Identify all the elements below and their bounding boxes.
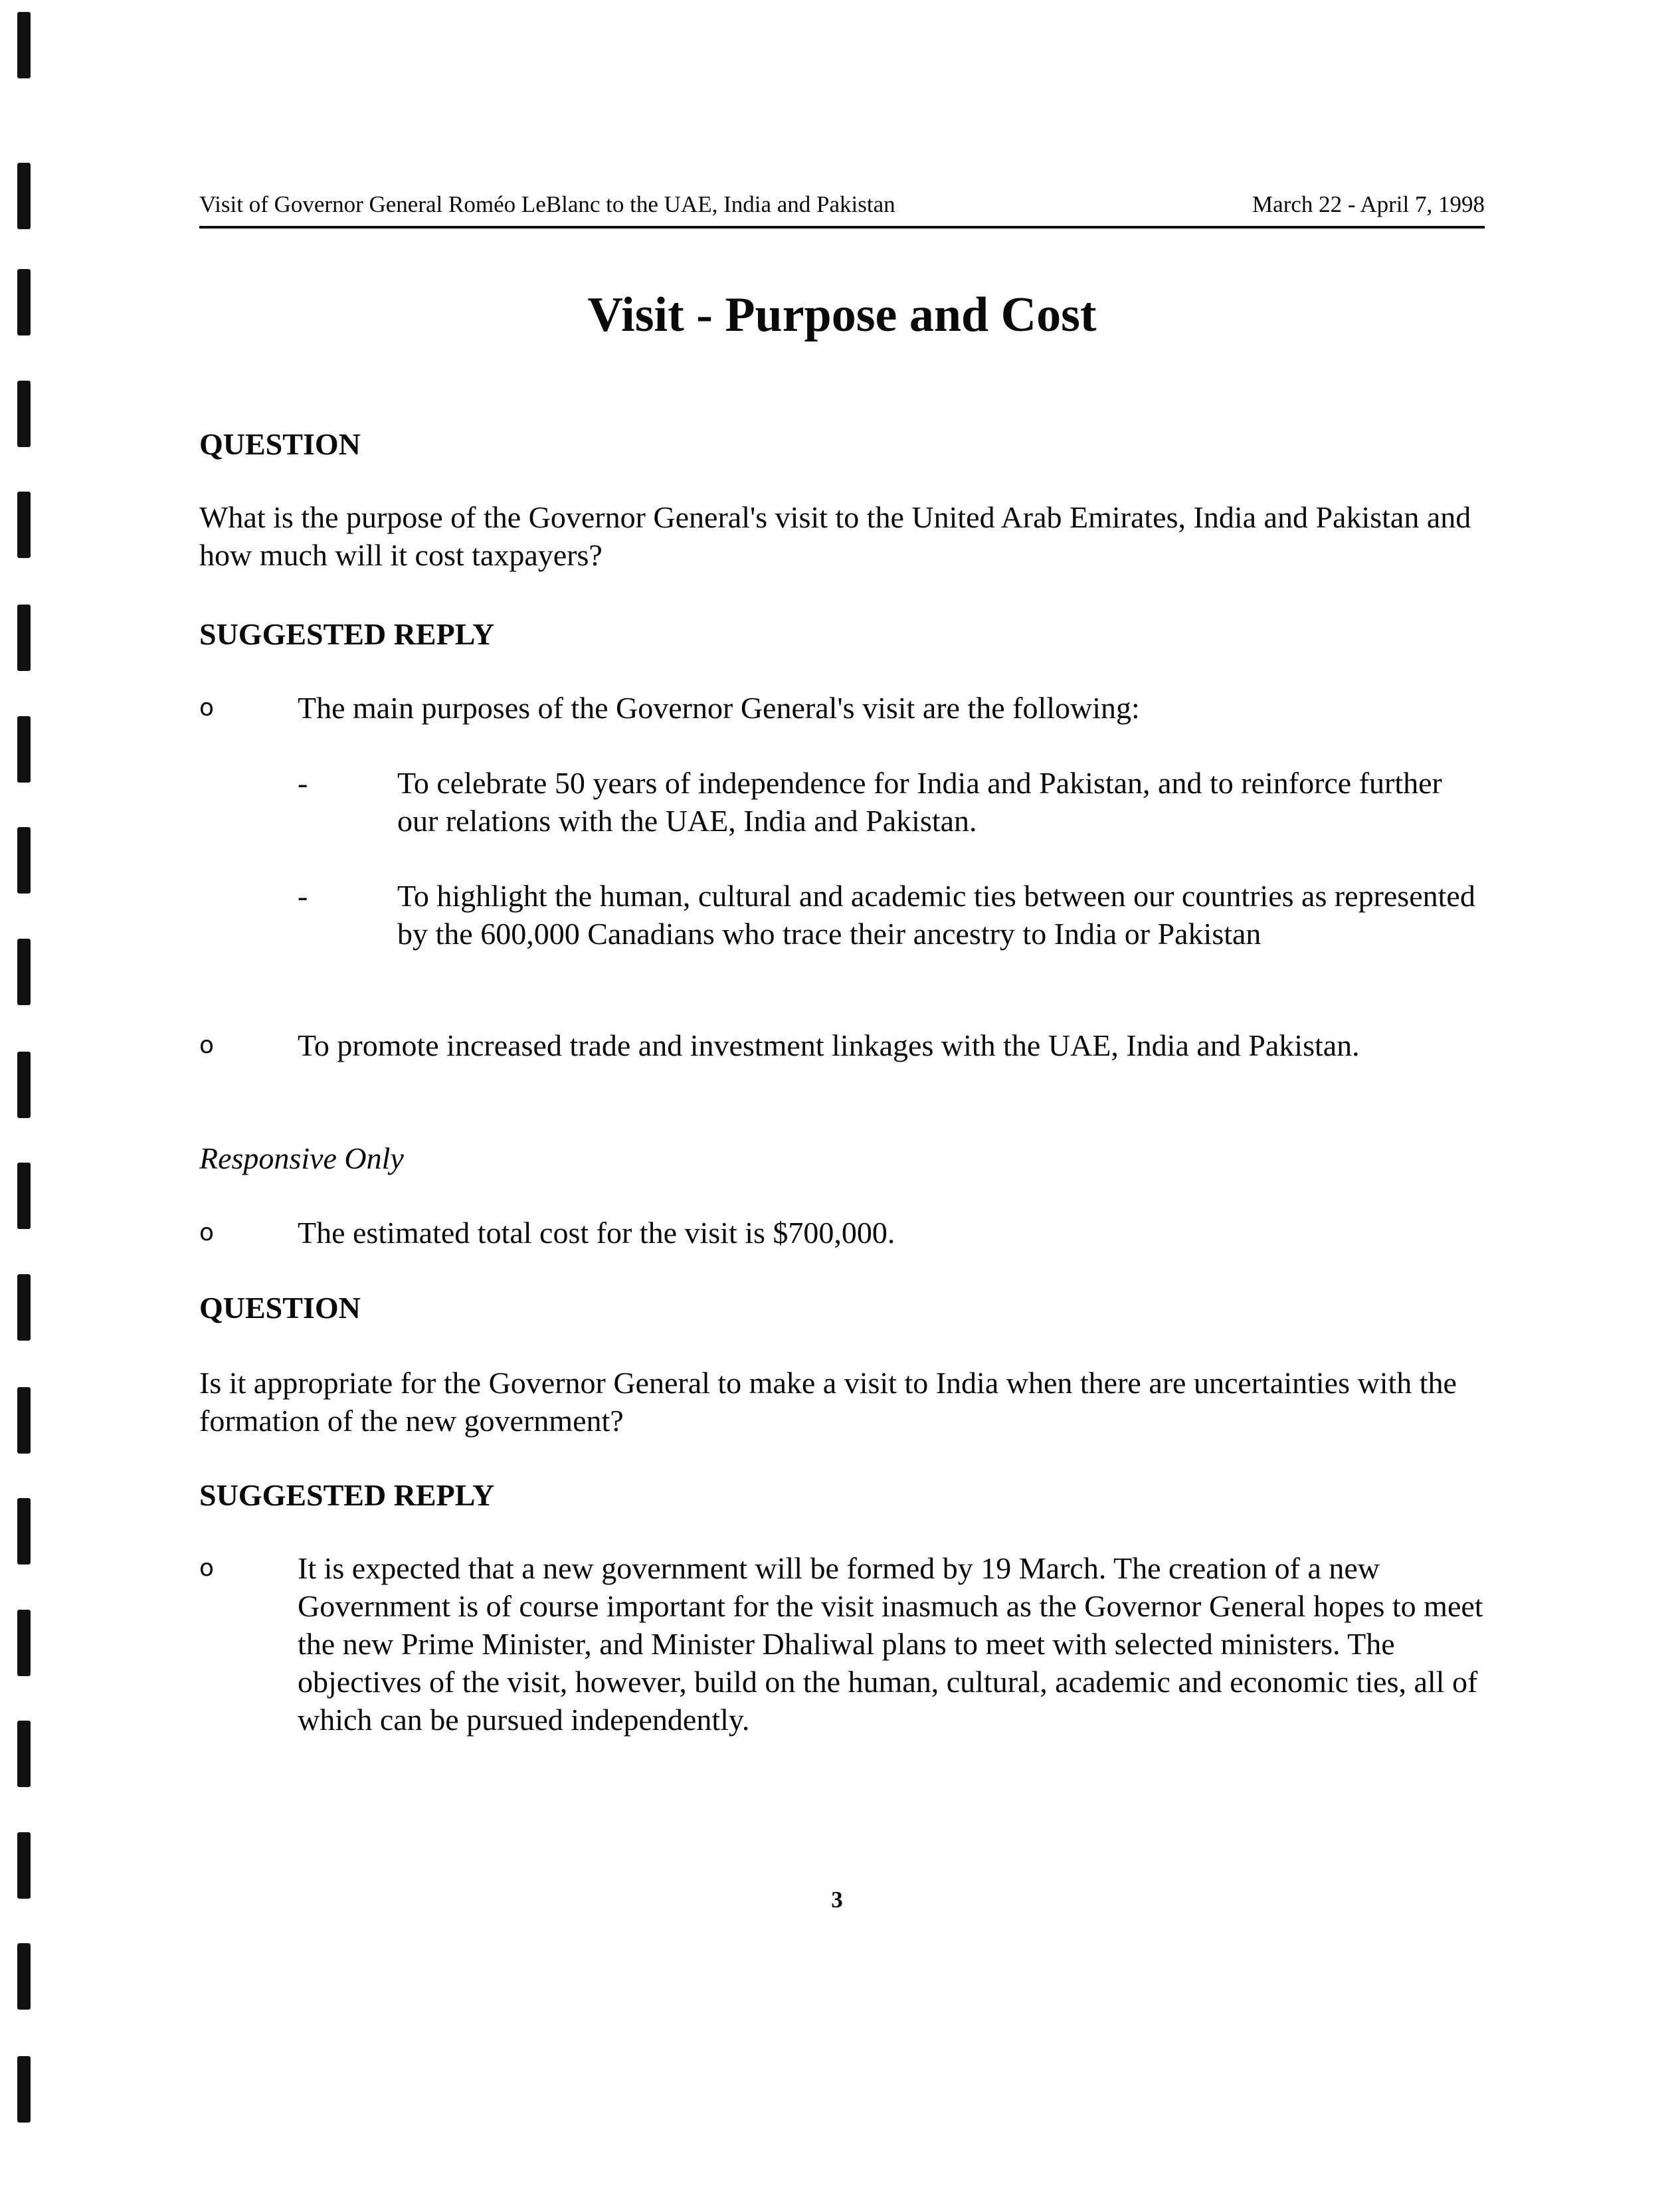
subitem-text: To celebrate 50 years of independence for India and Pakistan, and to reinforce further our relations with the UAE, India and Pakistan. [397, 766, 1442, 838]
dash-marker: - [298, 879, 308, 913]
question-1-heading: QUESTION [199, 427, 361, 461]
bullet-text: The estimated total cost for the visit is $700,000. [298, 1216, 895, 1250]
bullet-marker: o [199, 1032, 215, 1059]
running-header [199, 191, 1485, 218]
binding-holes [17, 0, 33, 2187]
bullet-marker: o [199, 694, 215, 721]
header-left: Visit of Governor General Roméo LeBlanc to the UAE, India and Pakistan [199, 191, 895, 217]
reply-2-heading: SUGGESTED REPLY [199, 1478, 495, 1512]
bullet-marker: o [199, 1555, 215, 1582]
header-right: March 22 - April 7, 1998 [1252, 191, 1485, 217]
page-title: Visit - Purpose and Cost [587, 288, 1097, 342]
dash-marker: - [298, 766, 308, 800]
bullet-text: It is expected that a new government will be formed by 19 March. The creation of a new Government is of course important for the visit inasmuch as the Governor General hopes to meet the new Prime Minister, and Minister Dhaliwal plans to meet with selected ministers. The objectives of the visit, however, build on the human, cultural, academic and economic ties, all of which can be pursued independently. [298, 1551, 1483, 1737]
bullet-text: To promote increased trade and investment linkages with the UAE, India and Pakistan. [298, 1028, 1360, 1062]
subitem-text: To highlight the human, cultural and academic ties between our countries as represented by the 600,000 Canadians who trace their ancestry to India or Pakistan [397, 879, 1475, 951]
question-2-text: Is it appropriate for the Governor General to make a visit to India when there are uncertainties with the formation of the new government? [199, 1366, 1457, 1438]
reply-1-heading: SUGGESTED REPLY [199, 617, 495, 651]
page-number: 3 [831, 1887, 843, 1913]
header-rule [199, 226, 1485, 229]
question-1-text: What is the purpose of the Governor General's visit to the United Arab Emirates, India and Pakistan and how much will it cost taxpayers? [199, 500, 1471, 572]
bullet-text: The main purposes of the Governor General's visit are the following: [298, 691, 1140, 725]
bullet-marker: o [199, 1219, 215, 1246]
question-2-heading: QUESTION [199, 1291, 361, 1325]
responsive-only-label: Responsive Only [199, 1141, 404, 1175]
